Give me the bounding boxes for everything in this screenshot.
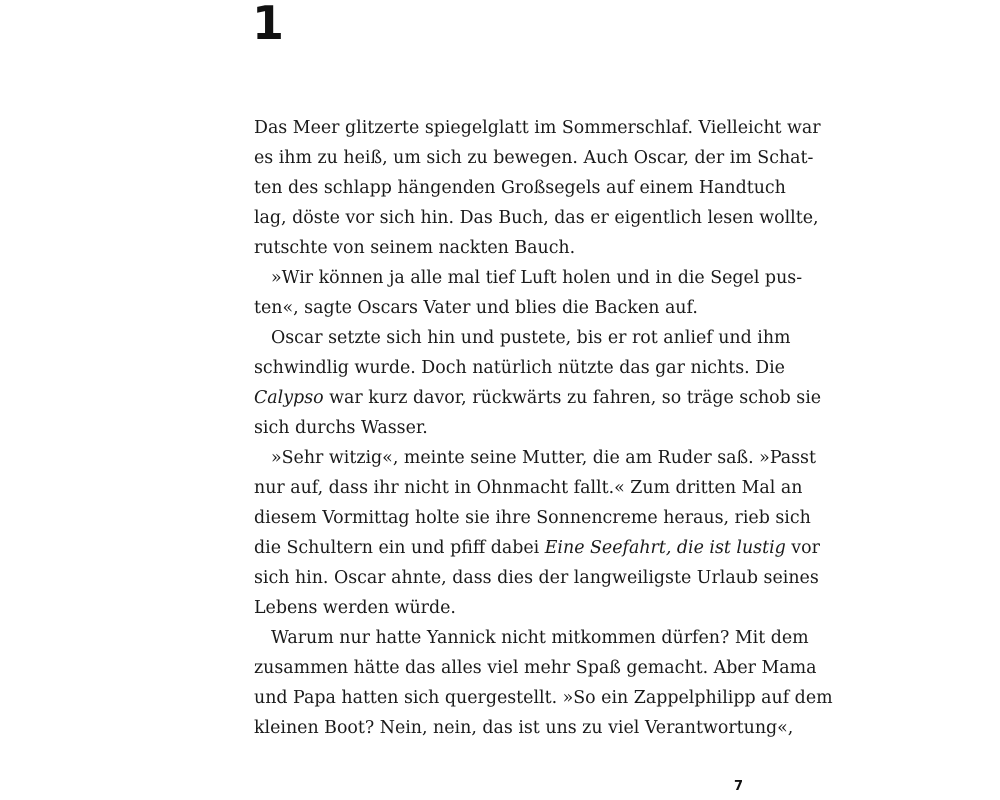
text-segment: es ihm zu heiß, um sich zu bewegen. Auch Oscar, der im Schat- xyxy=(254,148,814,168)
paragraph xyxy=(254,263,803,323)
text-segment: lag, döste vor sich hin. Das Buch, das er eigentlich lesen wollte, xyxy=(254,208,819,228)
text-line xyxy=(254,413,744,443)
text-segment: die Schultern ein und pfiff dabei xyxy=(254,538,545,558)
text-line xyxy=(254,383,822,413)
text-segment: »Sehr witzig«, meinte seine Mutter, die am Ruder saß. »Passt xyxy=(271,448,816,468)
text-line xyxy=(254,263,803,293)
text-line xyxy=(254,353,785,383)
text-line xyxy=(254,173,786,203)
text-line xyxy=(254,293,744,323)
text-segment: Das Meer glitzerte spiegelglatt im Sommerschlaf. Vielleicht war xyxy=(254,118,821,138)
italic-text: Calypso xyxy=(254,388,324,408)
text-segment: kleinen Boot? Nein, nein, das ist uns zu viel Verantwortung«, xyxy=(254,718,794,738)
text-segment: diesem Vormittag holte sie ihre Sonnencreme heraus, rieb sich xyxy=(254,508,811,528)
text-line xyxy=(254,323,791,353)
text-line xyxy=(254,143,814,173)
text-line xyxy=(254,203,819,233)
text-line xyxy=(254,683,833,713)
text-segment: und Papa hatten sich quergestellt. »So ein Zappelphilipp auf dem xyxy=(254,688,833,708)
text-line xyxy=(254,443,816,473)
paragraph xyxy=(254,443,820,623)
text-segment: »Wir können ja alle mal tief Luft holen und in die Segel pus- xyxy=(271,268,803,288)
text-segment: war kurz davor, rückwärts zu fahren, so träge schob sie xyxy=(323,388,822,408)
text-line xyxy=(254,593,744,623)
italic-text: Eine Seefahrt, die ist lustig xyxy=(544,538,786,558)
text-segment: nur auf, dass ihr nicht in Ohnmacht fallt.« Zum dritten Mal an xyxy=(254,478,803,498)
text-segment: vor xyxy=(785,538,820,558)
text-segment: sich hin. Oscar ahnte, dass dies der langweiligste Urlaub seines xyxy=(254,568,819,588)
text-line xyxy=(254,563,819,593)
text-segment: schwindlig wurde. Doch natürlich nützte das gar nichts. Die xyxy=(254,358,785,378)
text-line xyxy=(254,533,820,563)
text-line xyxy=(254,623,809,653)
text-line xyxy=(254,653,817,683)
text-segment: Warum nur hatte Yannick nicht mitkommen dürfen? Mit dem xyxy=(271,628,809,648)
text-line xyxy=(254,713,794,743)
text-line xyxy=(254,503,811,533)
text-line xyxy=(254,233,744,263)
page-number: 7 xyxy=(734,779,744,794)
text-segment: zusammen hätte das alles viel mehr Spaß gemacht. Aber Mama xyxy=(254,658,817,678)
text-line xyxy=(254,473,803,503)
text-segment: Lebens werden würde. xyxy=(254,598,456,618)
text-segment: rutschte von seinem nackten Bauch. xyxy=(254,238,576,258)
text-line xyxy=(254,113,821,143)
text-segment: Oscar setzte sich hin und pustete, bis er rot anlief und ihm xyxy=(271,328,791,348)
paragraph xyxy=(254,623,833,743)
paragraph xyxy=(254,323,822,443)
text-segment: sich durchs Wasser. xyxy=(254,418,428,438)
body-text xyxy=(254,113,833,743)
text-segment: ten des schlapp hängenden Großsegels auf einem Handtuch xyxy=(254,178,786,198)
text-segment: ten«, sagte Oscars Vater und blies die Backen auf. xyxy=(254,298,698,318)
paragraph xyxy=(254,113,821,263)
chapter-number: 1 xyxy=(252,0,285,50)
